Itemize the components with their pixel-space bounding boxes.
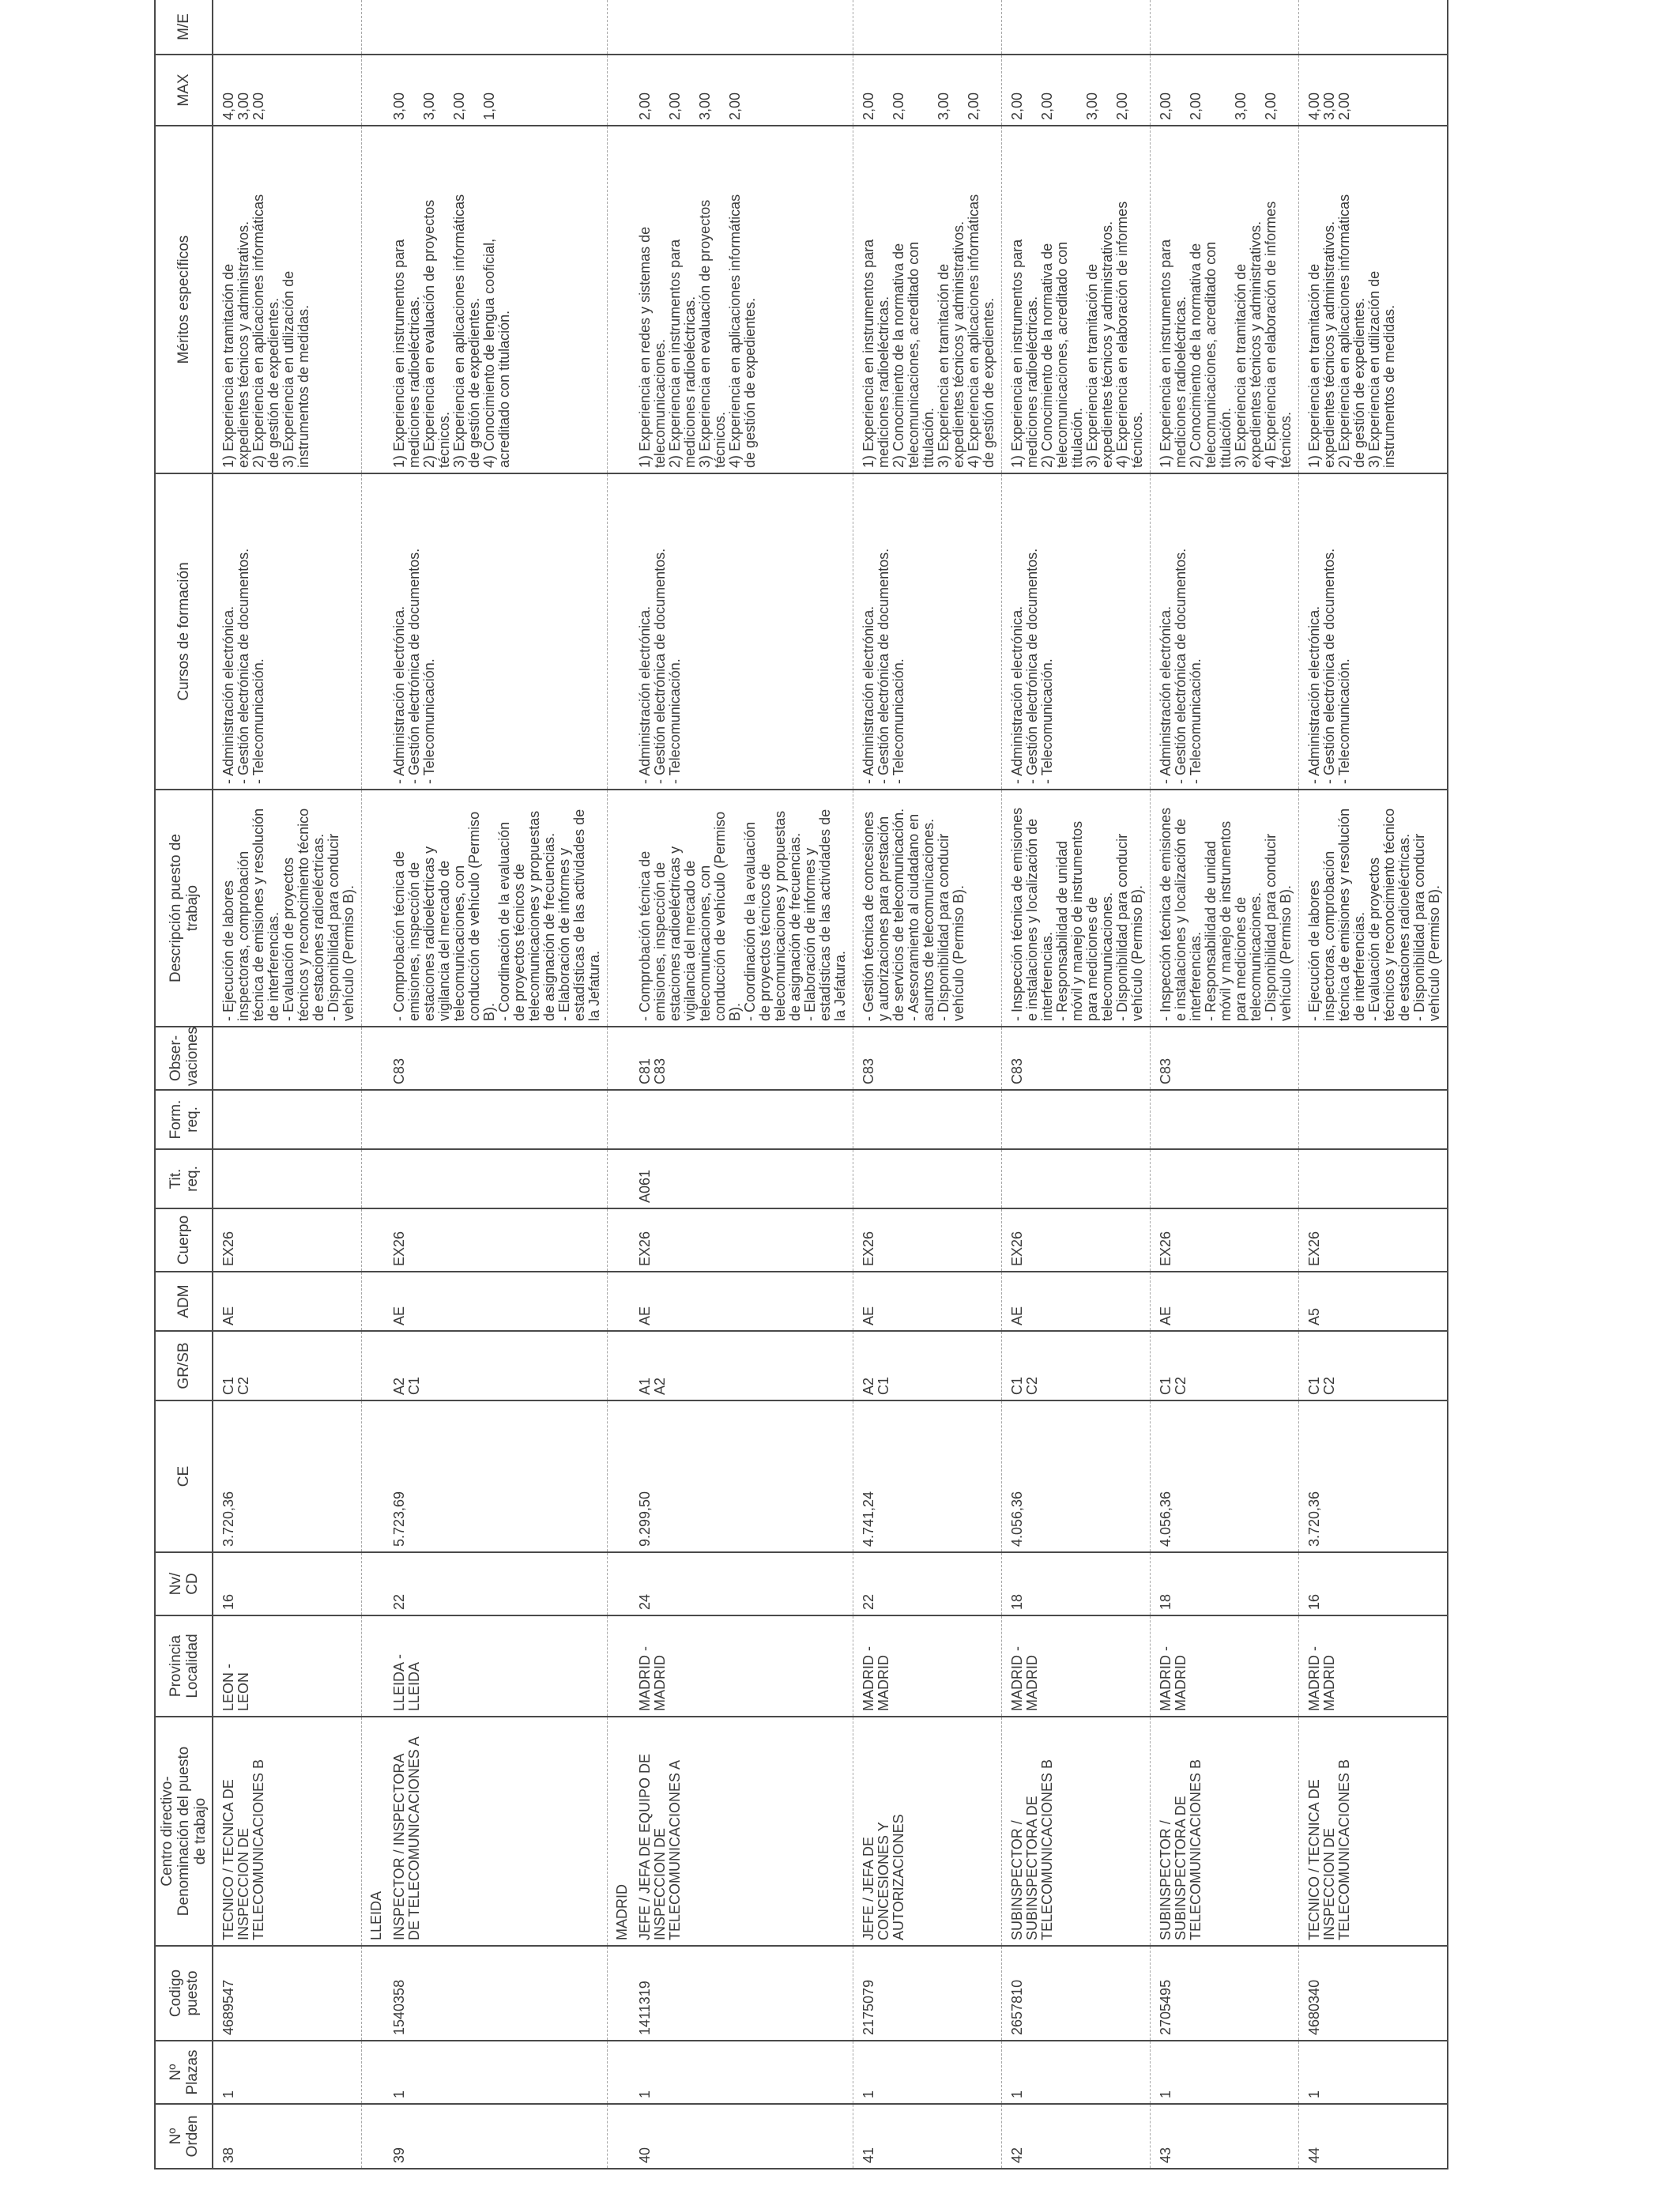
cell-obs: C81 C83 — [630, 1027, 853, 1090]
cell-grsb: C1 C2 — [1002, 1331, 1151, 1400]
cell-max: 4,00 3,00 2,00 — [213, 55, 362, 126]
cell-nivel: 22 — [384, 1552, 608, 1615]
table-row — [1151, 0, 1299, 2169]
table-row — [630, 0, 853, 2169]
cell-me — [853, 0, 1002, 55]
cell-nivel: 22 — [853, 1552, 1002, 1615]
header-orden: Nº Orden — [155, 2104, 213, 2169]
cell-cursos: - Administración electrónica. - Gestión electrónica de documentos. - Telecomunicación. — [1299, 473, 1448, 790]
group-empty-cell — [608, 126, 631, 473]
cell-form — [853, 1090, 1002, 1149]
group-empty-cell — [608, 1149, 631, 1208]
cell-cuerpo: EX26 — [384, 1208, 608, 1272]
cell-obs: C83 — [853, 1027, 1002, 1090]
cell-orden: 39 — [384, 2104, 608, 2169]
cell-cuerpo: EX26 — [630, 1208, 853, 1272]
cell-me — [1299, 0, 1448, 55]
group-empty-cell — [362, 1615, 385, 1717]
cell-cuerpo: EX26 — [1299, 1208, 1448, 1272]
group-empty-cell — [608, 1400, 631, 1552]
cell-me — [630, 0, 853, 55]
cell-obs — [1299, 1027, 1448, 1090]
cell-denominacion: INSPECTOR / INSPECTORA DE TELECOMUNICACIONES A — [384, 1717, 608, 1946]
cell-orden: 41 — [853, 2104, 1002, 2169]
group-empty-cell — [608, 1552, 631, 1615]
cell-tit — [384, 1149, 608, 1208]
group-empty-cell — [362, 55, 385, 126]
cell-obs — [213, 1027, 362, 1090]
group-empty-cell — [362, 2104, 385, 2169]
cell-form — [630, 1090, 853, 1149]
header-nivel: Nv/ CD — [155, 1552, 213, 1615]
group-empty-cell — [608, 2104, 631, 2169]
group-empty-cell — [362, 1149, 385, 1208]
cell-provincia: LLEIDA - LLEIDA — [384, 1615, 608, 1717]
group-empty-cell — [608, 1331, 631, 1400]
cell-ce: 9.299,50 — [630, 1400, 853, 1552]
cell-plazas: 1 — [384, 2041, 608, 2104]
cell-meritos: 1) Experiencia en instrumentos para mediciones radioeléctricas. 2) Conocimiento de la normativa de telecomunicaciones, acreditado con titulación. 3) Experiencia en tramitación de expedientes técnicos y administrativos. 4) Experiencia en elaboración de informes técnicos. — [1002, 126, 1151, 473]
cell-provincia: MADRID - MADRID — [1299, 1615, 1448, 1717]
cell-max: 2,00 2,00 3,00 2,00 — [630, 55, 853, 126]
cell-form — [213, 1090, 362, 1149]
cell-ce: 4.056,36 — [1002, 1400, 1151, 1552]
cell-plazas: 1 — [213, 2041, 362, 2104]
cell-max: 2,00 2,00 3,00 2,00 — [1151, 55, 1299, 126]
header-adm: ADM — [155, 1272, 213, 1331]
rotated-table-container — [154, 0, 1525, 2169]
group-empty-cell — [362, 0, 385, 55]
cell-nivel: 16 — [213, 1552, 362, 1615]
header-provincia: Provincia Localidad — [155, 1615, 213, 1717]
header-cursos: Cursos de formación — [155, 473, 213, 790]
header-row — [155, 0, 213, 2169]
cell-adm: A5 — [1299, 1272, 1448, 1331]
group-empty-cell — [362, 2041, 385, 2104]
cell-adm: AE — [853, 1272, 1002, 1331]
cell-form — [1151, 1090, 1299, 1149]
header-plazas: Nº Plazas — [155, 2041, 213, 2104]
province-group-row — [362, 0, 385, 2169]
group-empty-cell — [362, 1272, 385, 1331]
cell-plazas: 1 — [853, 2041, 1002, 2104]
province-group-row — [608, 0, 631, 2169]
group-empty-cell — [362, 1027, 385, 1090]
cell-codigo: 4680340 — [1299, 1946, 1448, 2041]
header-descripcion: Descripción puesto de trabajo — [155, 790, 213, 1027]
group-empty-cell — [362, 1552, 385, 1615]
cell-grsb: C1 C2 — [1151, 1331, 1299, 1400]
cell-me — [213, 0, 362, 55]
group-empty-cell — [608, 790, 631, 1027]
cell-descripcion: - Gestión técnica de concesiones y autorizaciones para prestación de servicios de telecomunicación. - Asesoramiento al ciudadano en asuntos de telecomunicaciones. - Disponibilidad para conducir vehículo (Permiso B). — [853, 790, 1002, 1027]
header-meritos: Méritos específicos — [155, 126, 213, 473]
group-empty-cell — [608, 0, 631, 55]
cell-denominacion: SUBINSPECTOR / SUBINSPECTORA DE TELECOMUNICACIONES B — [1002, 1717, 1151, 1946]
cell-obs: C83 — [1151, 1027, 1299, 1090]
cell-cursos: - Administración electrónica. - Gestión electrónica de documentos. - Telecomunicación. — [213, 473, 362, 790]
cell-cuerpo: EX26 — [213, 1208, 362, 1272]
group-empty-cell — [608, 2041, 631, 2104]
cell-cuerpo: EX26 — [1002, 1208, 1151, 1272]
cell-descripcion: - Ejecución de labores inspectoras, comprobación técnica de emisiones y resolución de interferencias. - Evaluación de proyectos técnicos y reconocimiento técnico de estaciones radioeléctricas. - Disponibilidad para conducir vehículo (Permiso B). — [1299, 790, 1448, 1027]
cell-meritos: 1) Experiencia en instrumentos para mediciones radioeléctricas. 2) Experiencia en evaluación de proyectos técnicos. 3) Experiencia en aplicaciones informáticas de gestión de expedientes. 4) Conocimiento de lengua cooficial, acreditado con titulación. — [384, 126, 608, 473]
table-row — [1299, 0, 1448, 2169]
cell-descripcion: - Comprobación técnica de emisiones, inspección de estaciones radioeléctricas y vigilancia del mercado de telecomunicaciones, con conducción de vehículo (Permiso B). - Coordinación de la evaluación de proyectos técnicos de telecomunicaciones y propuestas de asignación de frecuencias. - Elaboración de informes y estadísticas de las actividades de la Jefatura. — [630, 790, 853, 1027]
group-empty-cell — [608, 1208, 631, 1272]
group-empty-cell — [608, 55, 631, 126]
cell-max: 2,00 2,00 3,00 2,00 — [853, 55, 1002, 126]
cell-form — [1299, 1090, 1448, 1149]
table-row — [213, 0, 362, 2169]
header-tit: Tit. req. — [155, 1149, 213, 1208]
cell-ce: 4.741,24 — [853, 1400, 1002, 1552]
group-empty-cell — [362, 1208, 385, 1272]
header-codigo: Codigo puesto — [155, 1946, 213, 2041]
cell-cursos: - Administración electrónica. - Gestión electrónica de documentos. - Telecomunicación. — [384, 473, 608, 790]
cell-cursos: - Administración electrónica. - Gestión electrónica de documentos. - Telecomunicación. — [630, 473, 853, 790]
cell-descripcion: - Comprobación técnica de emisiones, inspección de estaciones radioeléctricas y vigilancia del mercado de telecomunicaciones, con conducción de vehículo (Permiso B). - Coordinación de la evaluación de proyectos técnicos de telecomunicaciones y propuestas de asignación de frecuencias. - Elaboración de informes y estadísticas de las actividades de la Jefatura. — [384, 790, 608, 1027]
cell-ce: 3.720,36 — [1299, 1400, 1448, 1552]
cell-tit: A061 — [630, 1149, 853, 1208]
cell-grsb: A2 C1 — [384, 1331, 608, 1400]
header-ce: CE — [155, 1400, 213, 1552]
group-empty-cell — [608, 1615, 631, 1717]
cell-me — [384, 0, 608, 55]
cell-obs: C83 — [1002, 1027, 1151, 1090]
cell-adm: AE — [1151, 1272, 1299, 1331]
cell-nivel: 18 — [1002, 1552, 1151, 1615]
cell-denominacion: TECNICO / TECNICA DE INSPECCION DE TELECOMUNICACIONES B — [1299, 1717, 1448, 1946]
cell-codigo: 2657810 — [1002, 1946, 1151, 2041]
cell-plazas: 1 — [630, 2041, 853, 2104]
job-positions-table — [154, 0, 1448, 2169]
cell-plazas: 1 — [1002, 2041, 1151, 2104]
cell-tit — [1002, 1149, 1151, 1208]
cell-orden: 42 — [1002, 2104, 1151, 2169]
cell-nivel: 16 — [1299, 1552, 1448, 1615]
cell-orden: 38 — [213, 2104, 362, 2169]
province-group-label: LLEIDA — [362, 1717, 385, 1946]
cell-nivel: 24 — [630, 1552, 853, 1615]
group-empty-cell — [608, 1090, 631, 1149]
cell-meritos: 1) Experiencia en redes y sistemas de telecomunicaciones. 2) Experiencia en instrumentos para mediciones radioeléctricas. 3) Experiencia en evaluación de proyectos técnicos. 4) Experiencia en aplicaciones informáticas de gestión de expedientes. — [630, 126, 853, 473]
cell-max: 4,00 3,00 2,00 — [1299, 55, 1448, 126]
cell-orden: 43 — [1151, 2104, 1299, 2169]
cell-form — [384, 1090, 608, 1149]
cell-cursos: - Administración electrónica. - Gestión electrónica de documentos. - Telecomunicación. — [853, 473, 1002, 790]
cell-grsb: C1 C2 — [213, 1331, 362, 1400]
cell-cuerpo: EX26 — [853, 1208, 1002, 1272]
cell-ce: 5.723,69 — [384, 1400, 608, 1552]
cell-provincia: LEON - LEON — [213, 1615, 362, 1717]
cell-provincia: MADRID - MADRID — [853, 1615, 1002, 1717]
cell-form — [1002, 1090, 1151, 1149]
cell-plazas: 1 — [1151, 2041, 1299, 2104]
header-form: Form. req. — [155, 1090, 213, 1149]
cell-codigo: 2175079 — [853, 1946, 1002, 2041]
cell-descripcion: - Inspección técnica de emisiones e instalaciones y localización de interferencias. - Responsabilidad de unidad móvil y manejo de instrumentos para mediciones de telecomunicaciones. - Disponibilidad para conducir vehículo (Permiso B). — [1151, 790, 1299, 1027]
cell-codigo: 2705495 — [1151, 1946, 1299, 2041]
cell-cuerpo: EX26 — [1151, 1208, 1299, 1272]
cell-ce: 3.720,36 — [213, 1400, 362, 1552]
cell-me — [1151, 0, 1299, 55]
cell-tit — [853, 1149, 1002, 1208]
cell-codigo: 1540358 — [384, 1946, 608, 2041]
header-grsb: GR/SB — [155, 1331, 213, 1400]
group-empty-cell — [362, 790, 385, 1027]
cell-tit — [213, 1149, 362, 1208]
group-empty-cell — [608, 1027, 631, 1090]
group-empty-cell — [362, 1946, 385, 2041]
cell-grsb: A1 A2 — [630, 1331, 853, 1400]
cell-descripcion: - Inspección técnica de emisiones e instalaciones y localización de interferencias. - Responsabilidad de unidad móvil y manejo de instrumentos para mediciones de telecomunicaciones. - Disponibilidad para conducir vehículo (Permiso B). — [1002, 790, 1151, 1027]
cell-orden: 44 — [1299, 2104, 1448, 2169]
cell-adm: AE — [1002, 1272, 1151, 1331]
cell-descripcion: - Ejecución de labores inspectoras, comprobación técnica de emisiones y resolución de interferencias. - Evaluación de proyectos técnicos y reconocimiento técnico de estaciones radioeléctricas. - Disponibilidad para conducir vehículo (Permiso B). — [213, 790, 362, 1027]
cell-denominacion: JEFE / JEFA DE EQUIPO DE INSPECCION DE TELECOMUNICACIONES A — [630, 1717, 853, 1946]
cell-codigo: 1411319 — [630, 1946, 853, 2041]
group-empty-cell — [608, 473, 631, 790]
group-empty-cell — [608, 1946, 631, 2041]
table-row — [384, 0, 608, 2169]
cell-plazas: 1 — [1299, 2041, 1448, 2104]
cell-grsb: A2 C1 — [853, 1331, 1002, 1400]
header-me: M/E — [155, 0, 213, 55]
cell-obs: C83 — [384, 1027, 608, 1090]
header-max: MAX — [155, 55, 213, 126]
table-body — [213, 0, 1448, 2169]
cell-denominacion: JEFE / JEFA DE CONCESIONES Y AUTORIZACIONES — [853, 1717, 1002, 1946]
cell-provincia: MADRID - MADRID — [1151, 1615, 1299, 1717]
cell-adm: AE — [384, 1272, 608, 1331]
cell-cursos: - Administración electrónica. - Gestión electrónica de documentos. - Telecomunicación. — [1151, 473, 1299, 790]
cell-max: 2,00 2,00 3,00 2,00 — [1002, 55, 1151, 126]
cell-grsb: C1 C2 — [1299, 1331, 1448, 1400]
group-empty-cell — [362, 1090, 385, 1149]
cell-me — [1002, 0, 1151, 55]
cell-provincia: MADRID - MADRID — [630, 1615, 853, 1717]
cell-denominacion: TECNICO / TECNICA DE INSPECCION DE TELECOMUNICACIONES B — [213, 1717, 362, 1946]
cell-orden: 40 — [630, 2104, 853, 2169]
group-empty-cell — [362, 1331, 385, 1400]
cell-meritos: 1) Experiencia en tramitación de expedientes técnicos y administrativos. 2) Experiencia en aplicaciones informáticas de gestión de expedientes. 3) Experiencia en utilización de instrumentos de medidas. — [1299, 126, 1448, 473]
group-empty-cell — [608, 1272, 631, 1331]
group-empty-cell — [362, 473, 385, 790]
cell-meritos: 1) Experiencia en instrumentos para mediciones radioeléctricas. 2) Conocimiento de la normativa de telecomunicaciones, acreditado con titulación. 3) Experiencia en tramitación de expedientes técnicos y administrativos. 4) Experiencia en elaboración de informes técnicos. — [1151, 126, 1299, 473]
province-group-label: MADRID — [608, 1717, 631, 1946]
cell-ce: 4.056,36 — [1151, 1400, 1299, 1552]
cell-meritos: 1) Experiencia en instrumentos para mediciones radioeléctricas. 2) Conocimiento de la normativa de telecomunicaciones, acreditado con titulación. 3) Experiencia en tramitación de expedientes técnicos y administrativos. 4) Experiencia en aplicaciones informáticas de gestión de expedientes. — [853, 126, 1002, 473]
cell-adm: AE — [213, 1272, 362, 1331]
group-empty-cell — [362, 126, 385, 473]
header-centro: Centro directivo- Denominación del puesto de trabajo — [155, 1717, 213, 1946]
cell-adm: AE — [630, 1272, 853, 1331]
header-obs: Obser- vaciones — [155, 1027, 213, 1090]
cell-meritos: 1) Experiencia en tramitación de expedientes técnicos y administrativos. 2) Experiencia en aplicaciones informáticas de gestión de expedientes. 3) Experiencia en utilización de instrumentos de medidas. — [213, 126, 362, 473]
cell-tit — [1299, 1149, 1448, 1208]
cell-codigo: 4689547 — [213, 1946, 362, 2041]
cell-cursos: - Administración electrónica. - Gestión electrónica de documentos. - Telecomunicación. — [1002, 473, 1151, 790]
group-empty-cell — [362, 1400, 385, 1552]
header-cuerpo: Cuerpo — [155, 1208, 213, 1272]
table-row — [1002, 0, 1151, 2169]
cell-max: 3,00 3,00 2,00 1,00 — [384, 55, 608, 126]
cell-nivel: 18 — [1151, 1552, 1299, 1615]
cell-tit — [1151, 1149, 1299, 1208]
table-row — [853, 0, 1002, 2169]
cell-provincia: MADRID - MADRID — [1002, 1615, 1151, 1717]
cell-denominacion: SUBINSPECTOR / SUBINSPECTORA DE TELECOMUNICACIONES B — [1151, 1717, 1299, 1946]
